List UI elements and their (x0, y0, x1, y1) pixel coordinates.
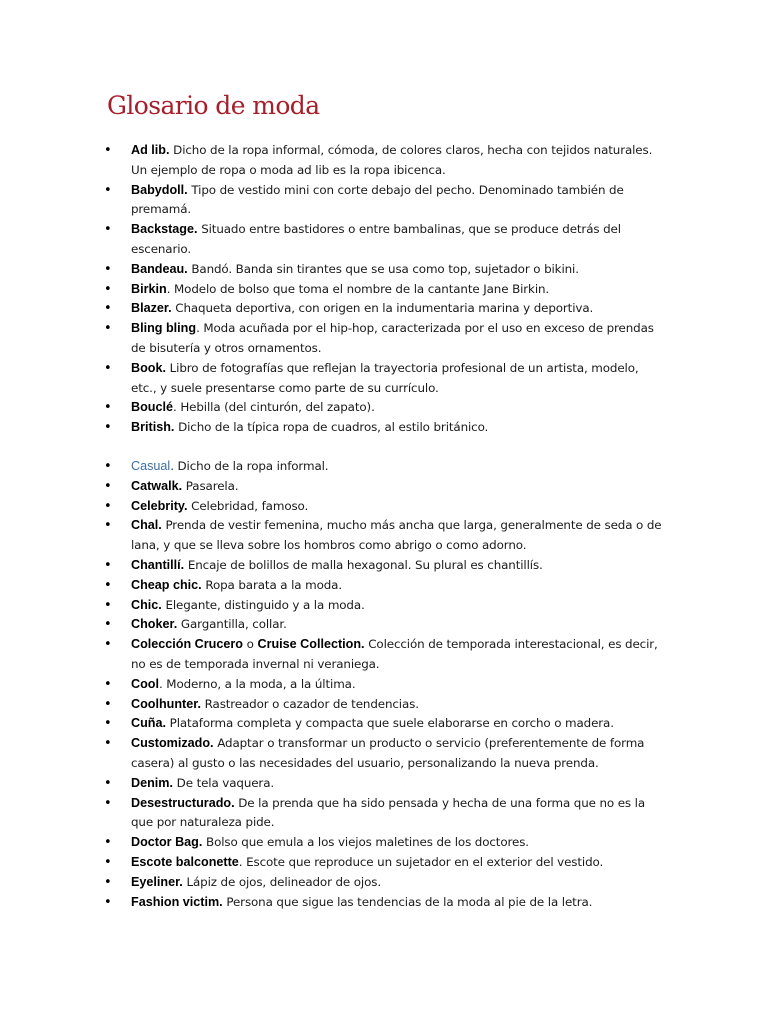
definition: . Moderno, a la moda, a la última. (158, 676, 356, 691)
bullet-icon: • (104, 281, 112, 297)
term: Fashion victim. (131, 894, 223, 909)
definition: Bandó. Banda sin tirantes que se usa como top, sujetador o bikini. (191, 261, 579, 276)
term-alt: Cruise Collection. (257, 637, 365, 652)
bullet-icon: • (104, 222, 112, 238)
glossary-entry-cuna (0, 714, 768, 734)
bullet-icon: • (104, 775, 112, 791)
glossary-entry-choker (0, 615, 768, 635)
bullet-icon: • (104, 498, 112, 514)
definition: . Moda acuñada por el hip-hop, caracterizada por el uso en exceso de prendas de bisutería y otros ornamentos. (131, 321, 654, 355)
glossary-entry-catwalk (0, 477, 768, 497)
term: Catwalk. (131, 478, 183, 493)
term: Bouclé (131, 400, 173, 415)
term: Cool (131, 676, 159, 691)
bullet-icon: • (104, 854, 112, 870)
definition: Libro de fotografías que reflejan la trayectoria profesional de un artista, modelo, etc., y suele presentarse como parte de su currículo. (131, 360, 639, 395)
bullet-icon: • (104, 143, 112, 158)
glossary-list-1 (0, 141, 768, 438)
bullet-icon: • (104, 696, 112, 712)
bullet-icon: • (104, 716, 112, 732)
glossary-entry-cool (0, 675, 768, 695)
term: Blazer. (131, 301, 172, 316)
glossary-entry-casual (0, 457, 768, 477)
bullet-icon: • (104, 459, 112, 474)
definition: Tipo de vestido mini con corte debajo del pecho. Denominado también de premamá. (131, 182, 624, 217)
definition: Colección de temporada interestacional, es decir, no es de temporada invernal ni veraniega. (131, 637, 658, 671)
term: Eyeliner. (131, 874, 183, 889)
definition: Ropa barata a la moda. (205, 577, 342, 592)
term: Celebrity. (131, 498, 188, 513)
definition: Elegante, distinguido y a la moda. (165, 597, 365, 612)
glossary-entry-desestructurado (0, 794, 768, 834)
term: Bling bling (131, 321, 197, 336)
glossary-entry-customizado (0, 734, 768, 774)
bullet-icon: • (104, 617, 112, 633)
definition: Prenda de vestir femenina, mucho más ancha que larga, generalmente de seda o de lana, y que se lleva sobre los hombros como abrigo o como adorno. (131, 518, 662, 553)
bullet-icon: • (104, 676, 112, 692)
definition: Bolso que emula a los viejos maletines de los doctores. (206, 835, 529, 850)
term: Babydoll. (131, 182, 188, 197)
bullet-icon: • (104, 261, 112, 277)
bullet-icon: • (104, 301, 112, 317)
term: Desestructurado. (131, 795, 235, 810)
glossary-entry-coolhunter (0, 695, 768, 715)
bullet-icon: • (104, 518, 112, 534)
glossary-entry-bling-bling (0, 319, 768, 359)
definition: Celebridad, famoso. (191, 498, 309, 513)
bullet-icon: • (104, 736, 112, 752)
bullet-icon: • (104, 321, 112, 337)
definition: Lápiz de ojos, delineador de ojos. (186, 874, 382, 889)
definition: Gargantilla, collar. (180, 617, 287, 632)
term: Cheap chic. (131, 577, 202, 592)
definition: Dicho de la típica ropa de cuadros, al estilo británico. (178, 420, 489, 435)
definition: . Escote que reproduce un sujetador en el exterior del vestido. (238, 854, 604, 869)
term: Birkin (131, 281, 167, 296)
term: Denim. (131, 775, 173, 790)
definition: Adaptar o transformar un producto o servicio (preferentemente de forma casera) al gusto o las necesidades del usuario, personalizando la nueva prenda. (131, 736, 645, 770)
definition: Encaje de bolillos de malla hexagonal. Su plural es chantillís. (187, 557, 543, 572)
glossary-entry-birkin (0, 280, 768, 300)
definition: Situado entre bastidores o entre bambalinas, que se produce detrás del escenario. (131, 222, 621, 256)
term: Customizado. (131, 736, 214, 751)
term: British. (131, 420, 175, 435)
bullet-icon: • (104, 637, 112, 653)
bullet-icon: • (104, 182, 112, 198)
glossary-entry-doctor-bag (0, 833, 768, 853)
glossary-entry-chantilli (0, 556, 768, 576)
bullet-icon: • (104, 835, 112, 851)
glossary-entry-babydoll (0, 181, 768, 221)
definition: Plataforma completa y compacta que suele elaborarse en corcho o madera. (169, 716, 614, 731)
glossary-list-2 (0, 457, 768, 912)
glossary-entry-british (0, 418, 768, 438)
glossary-entry-chal (0, 516, 768, 556)
glossary-entry-ad-lib (0, 141, 768, 181)
definition: . Modelo de bolso que toma el nombre de la cantante Jane Birkin. (166, 281, 550, 296)
glossary-entry-book (0, 359, 768, 399)
term: Chal. (131, 518, 162, 533)
term: Ad lib. (131, 143, 170, 157)
definition: . Dicho de la ropa informal. (170, 459, 329, 473)
bullet-icon: • (104, 400, 112, 416)
definition: De tela vaquera. (176, 775, 275, 790)
term: Chic. (131, 597, 162, 612)
glossary-entry-chic (0, 596, 768, 616)
glossary-entry-denim (0, 774, 768, 794)
definition: Pasarela. (185, 478, 239, 493)
term: Doctor Bag. (131, 835, 203, 850)
bullet-icon: • (104, 795, 112, 811)
definition: De la prenda que ha sido pensada y hecha de una forma que no es la que por naturaleza pide. (131, 795, 646, 830)
glossary-entry-celebrity (0, 497, 768, 517)
glossary-entry-backstage (0, 220, 768, 260)
bullet-icon: • (104, 597, 112, 613)
term: Escote balconette (131, 854, 239, 869)
term: Colección Crucero (131, 637, 243, 652)
definition: . Hebilla (del cinturón, del zapato). (173, 400, 375, 415)
definition: Persona que sigue las tendencias de la moda al pie de la letra. (226, 894, 593, 909)
bullet-icon: • (104, 360, 112, 376)
term: Backstage. (131, 222, 198, 237)
glossary-entry-bandeau (0, 260, 768, 280)
term: Bandeau. (131, 261, 188, 276)
glossary-entry-eyeliner (0, 873, 768, 893)
term: Cuña. (131, 716, 166, 731)
glossary-entry-boucle (0, 398, 768, 418)
term-link[interactable]: Casual (131, 459, 171, 473)
bullet-icon: • (104, 557, 112, 573)
term: Coolhunter. (131, 696, 201, 711)
bullet-icon: • (104, 874, 112, 890)
bullet-icon: • (104, 577, 112, 593)
term: Choker. (131, 617, 178, 632)
term-connector: o (246, 637, 254, 652)
glossary-entry-coleccion-crucero (0, 635, 768, 675)
glossary-entry-cheap-chic (0, 576, 768, 596)
bullet-icon: • (104, 478, 112, 494)
definition: Chaqueta deportiva, con origen en la indumentaria marina y deportiva. (175, 301, 594, 316)
term: Book. (131, 360, 166, 375)
term: Chantillí. (131, 557, 185, 572)
glossary-entry-blazer (0, 299, 768, 319)
page-title: Glosario de moda (107, 91, 320, 120)
bullet-icon: • (104, 420, 112, 436)
definition: Dicho de la ropa informal, cómoda, de colores claros, hecha con tejidos naturales. Un ejemplo de ropa o moda ad lib es la ropa ibicenca. (131, 143, 653, 177)
bullet-icon: • (104, 894, 112, 910)
definition: Rastreador o cazador de tendencias. (204, 696, 419, 711)
glossary-entry-fashion-victim (0, 893, 768, 913)
glossary-entry-escote-balconette (0, 853, 768, 873)
